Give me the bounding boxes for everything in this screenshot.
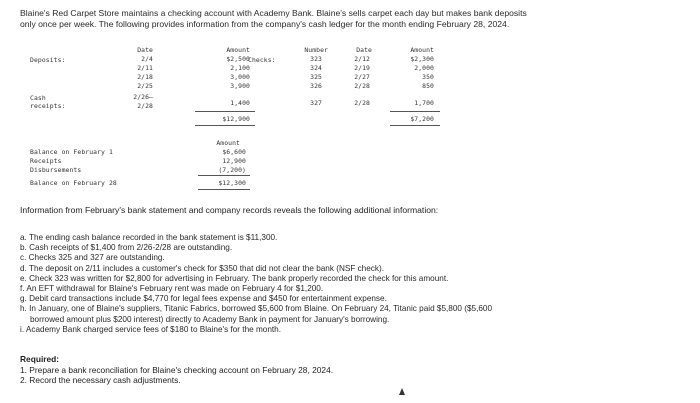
check-number: 327 bbox=[310, 99, 322, 107]
deposits-total-underline bbox=[195, 125, 255, 126]
summary-amount: $12,300 bbox=[218, 179, 246, 187]
list-item: d. The deposit on 2/11 includes a customer's check for $350 that did not clear the bank (NSF check). bbox=[20, 263, 384, 273]
deposits-label: Deposits: bbox=[30, 56, 66, 64]
deposit-amount: 2,100 bbox=[230, 64, 250, 72]
check-date: 2/28 bbox=[354, 99, 370, 107]
mouse-cursor-icon bbox=[399, 388, 405, 395]
deposit-amount: 3,900 bbox=[230, 82, 250, 90]
summary-amount: $6,600 bbox=[222, 148, 246, 156]
deposit-date: 2/4 bbox=[141, 55, 153, 63]
deposit-date: 2/11 bbox=[137, 64, 153, 72]
list-item: g. Debit card transactions include $4,770 for legal fees expense and $450 for entertainment expense. bbox=[20, 294, 387, 304]
deposits-total: $12,900 bbox=[222, 115, 250, 123]
additional-info-list bbox=[20, 233, 690, 335]
list-item: c. Checks 325 and 327 are outstanding. bbox=[20, 253, 165, 263]
check-amount: 2,000 bbox=[414, 64, 434, 72]
check-date: 2/27 bbox=[354, 73, 370, 81]
required-item: 2. Record the necessary cash adjustments. bbox=[20, 375, 181, 385]
check-date: 2/12 bbox=[354, 55, 370, 63]
check-date: 2/28 bbox=[354, 82, 370, 90]
cash-receipts-label-2: receipts: bbox=[30, 102, 66, 110]
list-item-continuation: borrowed amount plus $200 interest) directly to Academy Bank in payment for January's borrowing. bbox=[30, 314, 390, 324]
summary-underline bbox=[198, 189, 250, 190]
cash-ledger bbox=[20, 44, 450, 194]
checks-total-underline bbox=[390, 125, 440, 126]
required-section bbox=[20, 354, 333, 386]
list-item: h. In January, one of Blaine's suppliers, Titanic Fabrics, borrowed $5,600 from Blaine. On February 24, Titanic paid $5,800 ($5,600 bbox=[20, 304, 492, 314]
summary-label: Disbursements bbox=[30, 166, 82, 174]
check-amount: 350 bbox=[422, 73, 434, 81]
list-item: e. Check 323 was written for $2,800 for advertising in February. The bank properly recorded the check for this amount. bbox=[20, 273, 449, 283]
check-number: 323 bbox=[310, 55, 322, 63]
list-item: a. The ending cash balance recorded in the bank statement is $11,300. bbox=[20, 233, 278, 242]
checks-amount-header: Amount bbox=[410, 46, 434, 54]
check-amount: $2,300 bbox=[410, 55, 434, 63]
check-number: 326 bbox=[310, 82, 322, 90]
deposits-amount-header: Amount bbox=[226, 46, 250, 54]
deposit-amount: $2,500 bbox=[226, 55, 250, 63]
list-item: i. Academy Bank charged service fees of $180 to Blaine's for the month. bbox=[20, 324, 281, 334]
required-item: 1. Prepare a bank reconciliation for Blaine's checking account on February 28, 2024. bbox=[20, 364, 334, 375]
summary-amount: (7,200) bbox=[218, 166, 246, 174]
deposit-date: 2/18 bbox=[137, 73, 153, 81]
intro-paragraph bbox=[20, 8, 690, 29]
checks-date-header: Date bbox=[356, 46, 372, 54]
checks-total-rule bbox=[390, 111, 440, 112]
summary-label: Balance on February 28 bbox=[30, 179, 117, 187]
deposits-total-rule bbox=[195, 111, 255, 112]
receipts-amount: 1,400 bbox=[230, 99, 250, 107]
cash-receipts-label-1: Cash bbox=[30, 94, 46, 102]
check-number: 324 bbox=[310, 64, 322, 72]
deposit-amount: 3,000 bbox=[230, 73, 250, 81]
receipts-date-2: 2/28 bbox=[137, 102, 153, 110]
summary-rule bbox=[198, 175, 250, 176]
info-heading: Information from February's bank statement and company records reveals the following additional information: bbox=[20, 205, 439, 215]
intro-line-2: only once per week. The following provides information from the company's cash ledger for the month ending February 28, 2024. bbox=[20, 18, 510, 29]
check-number: 325 bbox=[310, 73, 322, 81]
list-item: b. Cash receipts of $1,400 from 2/26-2/28 are outstanding. bbox=[20, 243, 233, 253]
receipts-date-1: 2/26– bbox=[133, 93, 153, 101]
summary-amount-header: Amount bbox=[216, 139, 240, 147]
intro-line-1: Blaine's Red Carpet Store maintains a checking account with Academy Bank. Blaine's sells carpet each day but makes bank deposits bbox=[20, 8, 527, 18]
checks-number-header: Number bbox=[304, 46, 328, 54]
summary-label: Balance on February 1 bbox=[30, 148, 113, 156]
deposits-date-header: Date bbox=[137, 46, 153, 54]
list-item: f. An EFT withdrawal for Blaine's February rent was made on February 4 for $1,200. bbox=[20, 284, 324, 294]
checks-total: $7,200 bbox=[410, 115, 434, 123]
check-amount: 850 bbox=[422, 82, 434, 90]
required-heading: Required: bbox=[20, 354, 60, 364]
summary-amount: 12,900 bbox=[222, 157, 246, 165]
deposit-date: 2/25 bbox=[137, 82, 153, 90]
summary-label: Receipts bbox=[30, 157, 62, 165]
check-amount: 1,700 bbox=[414, 99, 434, 107]
checks-label: Checks: bbox=[248, 56, 276, 64]
check-date: 2/19 bbox=[354, 64, 370, 72]
